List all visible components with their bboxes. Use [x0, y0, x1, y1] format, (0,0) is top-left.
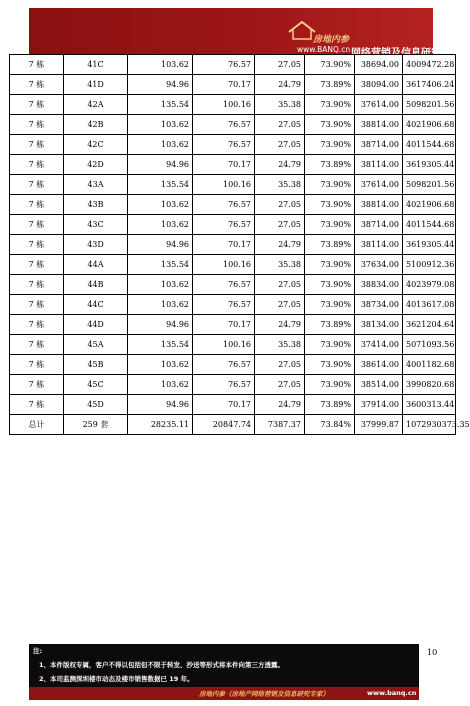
table-row — [10, 315, 456, 335]
table-cell: 27.05 — [255, 295, 305, 315]
table-cell: 76.57 — [193, 115, 255, 135]
table-cell: 76.57 — [193, 55, 255, 75]
table-cell: 44B — [64, 275, 128, 295]
table-body — [10, 55, 470, 435]
table-cell: 103.62 — [128, 55, 193, 75]
table-cell: 38514.00 — [355, 375, 403, 395]
table-cell: 135.54 — [128, 175, 193, 195]
table-cell: 38834.00 — [355, 275, 403, 295]
table-cell: 135.54 — [128, 335, 193, 355]
table-cell: 73.90% — [305, 175, 355, 195]
table-cell: 100.16 — [193, 335, 255, 355]
table-cell: 103.62 — [128, 355, 193, 375]
table-cell: 7 栋 — [10, 275, 64, 295]
table-cell: 73.90% — [305, 115, 355, 135]
table-cell: 43C — [64, 215, 128, 235]
table-cell: 38814.00 — [355, 115, 403, 135]
table-cell: 24.79 — [255, 315, 305, 335]
table-cell: 7 栋 — [10, 235, 64, 255]
table-cell: 70.17 — [193, 315, 255, 335]
table-row — [10, 195, 456, 215]
table-cell: 73.90% — [305, 275, 355, 295]
table-cell: 70.17 — [193, 395, 255, 415]
page-number: 10 — [427, 648, 438, 657]
table-cell: 44A — [64, 255, 128, 275]
table-row — [10, 235, 456, 255]
table-cell: 73.90% — [305, 195, 355, 215]
table-cell: 38814.00 — [355, 195, 403, 215]
table-cell: 76.57 — [193, 355, 255, 375]
table-cell: 35.38 — [255, 95, 305, 115]
table-cell: 37634.00 — [355, 255, 403, 275]
table-row — [10, 355, 456, 375]
table-cell: 94.96 — [128, 395, 193, 415]
table-cell: 27.05 — [255, 55, 305, 75]
table-cell: 38734.00 — [355, 295, 403, 315]
table-cell: 35.38 — [255, 175, 305, 195]
table-cell: 7 栋 — [10, 155, 64, 175]
sales-table — [9, 54, 470, 435]
table-cell: 5100912.36 — [403, 255, 456, 275]
table-row — [10, 375, 456, 395]
table-cell: 24.79 — [255, 395, 305, 415]
table-cell: 38694.00 — [355, 55, 403, 75]
table-cell: 4011544.68 — [403, 135, 456, 155]
footer-bar — [29, 687, 419, 700]
table-cell: 27.05 — [255, 375, 305, 395]
table-cell: 35.38 — [255, 335, 305, 355]
table-cell: 7 栋 — [10, 95, 64, 115]
table-cell: 总计 — [10, 415, 64, 435]
table-cell: 73.84% — [305, 415, 355, 435]
table-cell: 7 栋 — [10, 55, 64, 75]
table-cell: 7 栋 — [10, 355, 64, 375]
table-cell: 38094.00 — [355, 75, 403, 95]
total-row — [10, 415, 456, 435]
table-cell: 45C — [64, 375, 128, 395]
table-cell: 38114.00 — [355, 155, 403, 175]
footer-url: www.banq.cn — [367, 689, 417, 697]
table-cell: 135.54 — [128, 95, 193, 115]
table-cell: 44D — [64, 315, 128, 335]
table-cell: 7 栋 — [10, 135, 64, 155]
table-cell: 35.38 — [255, 255, 305, 275]
table-row — [10, 215, 456, 235]
table-cell: 73.90% — [305, 375, 355, 395]
brand-slogan: 网络营销及信息研究专家 — [351, 48, 461, 59]
table-cell: 4001182.68 — [403, 355, 456, 375]
table-cell: 73.90% — [305, 255, 355, 275]
table-cell: 103.62 — [128, 295, 193, 315]
table-cell: 42C — [64, 135, 128, 155]
table-cell: 42D — [64, 155, 128, 175]
table-cell: 76.57 — [193, 295, 255, 315]
table-cell: 76.57 — [193, 195, 255, 215]
table-cell: 7 栋 — [10, 215, 64, 235]
note-item: 1、本件版权专属，客户不得以包括但不限于转发、抄送等形式将本件向第三方透露。 — [39, 661, 285, 669]
notes-box — [29, 644, 419, 700]
table-cell: 103.62 — [128, 115, 193, 135]
table-row — [10, 115, 456, 135]
table-cell: 70.17 — [193, 155, 255, 175]
table-cell: 7 栋 — [10, 75, 64, 95]
table-cell: 3621204.64 — [403, 315, 456, 335]
table-row — [10, 255, 456, 275]
table-cell: 42B — [64, 115, 128, 135]
table-cell: 76.57 — [193, 275, 255, 295]
table-row — [10, 155, 456, 175]
table-cell: 24.79 — [255, 75, 305, 95]
table-cell: 27.05 — [255, 275, 305, 295]
table-cell: 27.05 — [255, 135, 305, 155]
table-cell: 3619305.44 — [403, 235, 456, 255]
brand-name: 房地内参 — [313, 35, 350, 45]
table-cell: 3990820.68 — [403, 375, 456, 395]
table-row — [10, 335, 456, 355]
table-cell: 3617406.24 — [403, 75, 456, 95]
table-row — [10, 75, 456, 95]
table-cell: 7 栋 — [10, 115, 64, 135]
table-cell: 24.79 — [255, 155, 305, 175]
table-cell: 3600313.44 — [403, 395, 456, 415]
table-cell: 7 栋 — [10, 395, 64, 415]
table-cell: 27.05 — [255, 215, 305, 235]
table-cell: 43D — [64, 235, 128, 255]
brand-url: www.BANQ.cn — [297, 45, 351, 54]
table-cell: 27.05 — [255, 115, 305, 135]
table-cell: 73.89% — [305, 235, 355, 255]
table-cell: 94.96 — [128, 235, 193, 255]
table-cell: 41C — [64, 55, 128, 75]
table-cell: 73.89% — [305, 315, 355, 335]
table-cell: 76.57 — [193, 215, 255, 235]
table-cell: 259 套 — [64, 415, 128, 435]
table-cell: 41D — [64, 75, 128, 95]
table-cell: 94.96 — [128, 155, 193, 175]
table-cell: 38614.00 — [355, 355, 403, 375]
table-cell: 103.62 — [128, 135, 193, 155]
table-cell: 7 栋 — [10, 195, 64, 215]
table-cell: 73.90% — [305, 95, 355, 115]
table-cell: 38714.00 — [355, 135, 403, 155]
table-cell: 4013617.08 — [403, 295, 456, 315]
table-cell: 76.57 — [193, 135, 255, 155]
table-cell: 73.89% — [305, 395, 355, 415]
table-cell: 73.90% — [305, 55, 355, 75]
table-cell: 73.90% — [305, 295, 355, 315]
table-cell: 7 栋 — [10, 375, 64, 395]
table-cell: 4011544.68 — [403, 215, 456, 235]
table-cell: 27.05 — [255, 355, 305, 375]
table-cell: 37614.00 — [355, 95, 403, 115]
table-cell: 103.62 — [128, 275, 193, 295]
table-row — [10, 395, 456, 415]
table-cell: 103.62 — [128, 195, 193, 215]
table-cell: 103.62 — [128, 375, 193, 395]
table-cell: 70.17 — [193, 235, 255, 255]
table-cell: 27.05 — [255, 195, 305, 215]
table-cell: 4023979.08 — [403, 275, 456, 295]
table-cell: 38114.00 — [355, 235, 403, 255]
table-cell: 5071093.56 — [403, 335, 456, 355]
table-cell: 38714.00 — [355, 215, 403, 235]
table-cell: 37914.00 — [355, 395, 403, 415]
table-cell: 43A — [64, 175, 128, 195]
table-cell: 4021906.68 — [403, 195, 456, 215]
table-cell: 44C — [64, 295, 128, 315]
table-cell: 70.17 — [193, 75, 255, 95]
table-cell: 94.96 — [128, 75, 193, 95]
table-cell: 76.57 — [193, 375, 255, 395]
table-cell: 7 栋 — [10, 315, 64, 335]
table-cell: 100.16 — [193, 255, 255, 275]
table-cell: 37614.00 — [355, 175, 403, 195]
table-cell: 28235.11 — [128, 415, 193, 435]
table-cell: 135.54 — [128, 255, 193, 275]
table-cell: 4021906.68 — [403, 115, 456, 135]
table-cell: 24.79 — [255, 235, 305, 255]
table-cell: 7 栋 — [10, 175, 64, 195]
table-cell: 100.16 — [193, 175, 255, 195]
table-cell: 45D — [64, 395, 128, 415]
table-cell: 5098201.56 — [403, 175, 456, 195]
table-cell: 45A — [64, 335, 128, 355]
table-cell: 7387.37 — [255, 415, 305, 435]
table-cell: 7 栋 — [10, 255, 64, 275]
table-row — [10, 135, 456, 155]
table-cell: 3619305.44 — [403, 155, 456, 175]
table-cell: 73.90% — [305, 355, 355, 375]
table-cell: 94.96 — [128, 315, 193, 335]
table-cell: 103.62 — [128, 215, 193, 235]
table-cell: 1072930373.35 — [403, 415, 456, 435]
table-cell: 7 栋 — [10, 335, 64, 355]
footer-text: 房地内参（房地产网络营销及信息研究专家） — [199, 690, 329, 698]
header-banner — [29, 8, 461, 59]
table-cell: 7 栋 — [10, 295, 64, 315]
table-cell: 73.90% — [305, 335, 355, 355]
table-cell: 45B — [64, 355, 128, 375]
table-cell: 20847.74 — [193, 415, 255, 435]
table-row — [10, 175, 456, 195]
table-cell: 100.16 — [193, 95, 255, 115]
notes-title: 注: — [33, 647, 43, 655]
table-row — [10, 95, 456, 115]
table-cell: 37999.87 — [355, 415, 403, 435]
table-cell: 4009472.28 — [403, 55, 456, 75]
table-cell: 42A — [64, 95, 128, 115]
table-cell: 73.90% — [305, 215, 355, 235]
note-item: 2、本司监测深圳楼市动态及楼市销售数据已 19 年。 — [39, 675, 194, 683]
table-row — [10, 295, 456, 315]
table-row — [10, 55, 456, 75]
table-cell: 73.89% — [305, 155, 355, 175]
table-cell: 37414.00 — [355, 335, 403, 355]
table-row — [10, 275, 456, 295]
table-cell: 73.89% — [305, 75, 355, 95]
table-cell: 43B — [64, 195, 128, 215]
table-cell: 5098201.56 — [403, 95, 456, 115]
table-cell: 73.90% — [305, 135, 355, 155]
table-cell: 38134.00 — [355, 315, 403, 335]
